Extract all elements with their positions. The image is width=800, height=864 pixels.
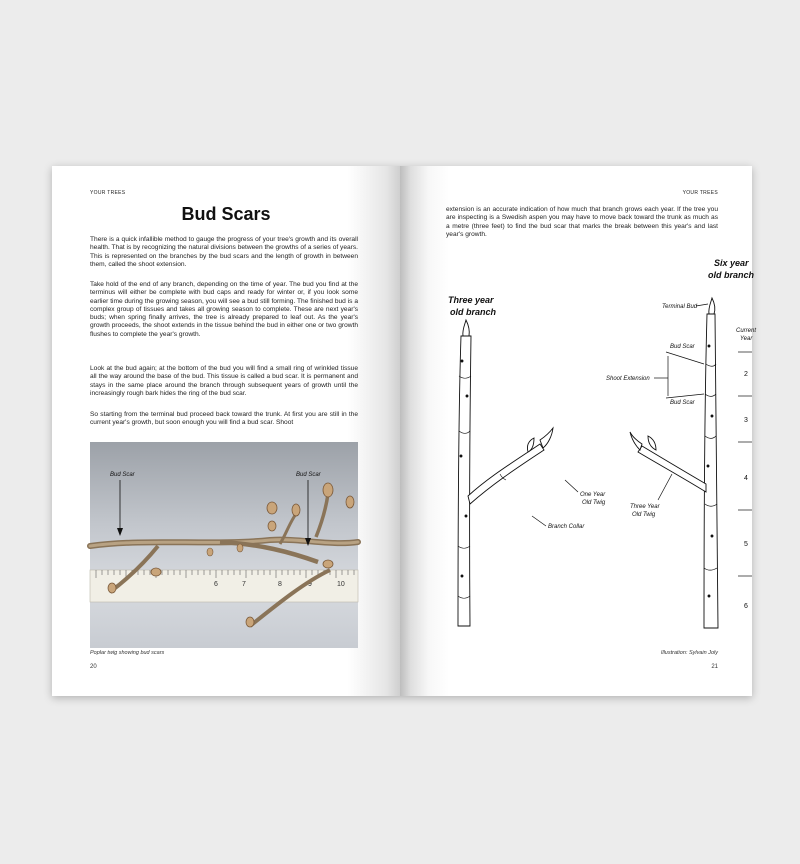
right-page [400, 166, 757, 696]
ruler-number: 9 [308, 581, 312, 588]
one-year-twig-label: Old Twig [582, 500, 606, 506]
page-number-right: 21 [711, 664, 718, 670]
paragraph-1: There is a quick infallible method to gauge the progress of your tree's growth and its overall health. That is by recognizing the natural divisions between the growths of a series of years. This is represented on the branches by the bud scars and the length of growth in between them, called the shoot extension. [90, 236, 358, 268]
branch-collar-label: Branch Collar [548, 524, 585, 530]
page-title: Bud Scars [181, 204, 271, 224]
arrow-head [117, 528, 123, 536]
bud-scar-label-left: Bud Scar [110, 472, 135, 478]
page-number-left: 20 [90, 664, 97, 670]
terminal-bud-label: Terminal Bud [662, 304, 698, 310]
poplar-twig [90, 483, 358, 627]
running-head-right: YOUR TREES [682, 190, 718, 196]
bud-scar-bottom-label: Bud Scar [670, 400, 695, 406]
open-book [52, 166, 757, 696]
running-head-left: YOUR TREES [90, 190, 126, 196]
year-number: 3 [744, 417, 748, 424]
shoot-extension-label: Shoot Extension [606, 376, 650, 382]
photo-caption: Poplar twig showing bud scars [90, 650, 165, 656]
ruler-number: 10 [337, 581, 345, 588]
six-year-branch-title: Six year [714, 258, 749, 268]
paragraph-2: Take hold of the end of any branch, depending on the time of year. The bud you find at the terminus will either be complete with bud caps and ready for winter or, if you look some earlier time during the growing season, you will see a bud still forming. The finished bud is a complex group of tissues and takes all growing season to complete. These are next year's buds; when spring finally arrives, the tree is already prepared to leaf out. As the year's growth proceeds, the shoot extends in the tissue behind the bud in either one or two growth flushes to complete the year's growth. [90, 281, 358, 338]
one-year-twig-label: One Year [580, 492, 606, 498]
illustration-credit: Illustration: Sylvain Joly [660, 650, 718, 656]
three-year-twig-label: Three Year [630, 504, 660, 510]
poplar-twig-photo [90, 442, 358, 648]
branch-illustration [400, 246, 757, 646]
three-year-branch-drawing [458, 320, 553, 626]
shoot-extension-bracket [654, 352, 704, 398]
arrow-line [565, 480, 578, 492]
paragraph-3: Look at the bud again; at the bottom of the bud you will find a small ring of wrinkled tissue all the way around the base of the bud. This tissue is called a bud scar. It is permanent and stays in the same place around the branch through subsequent years of growth until the increasingly rough bark hides the ring of the bud scar. [90, 365, 358, 397]
twig-photo-illustration [90, 442, 358, 648]
three-year-branch-title: old branch [450, 307, 497, 317]
year-number: 5 [744, 541, 748, 548]
year-number: 6 [744, 603, 748, 610]
paragraph-continued: extension is an accurate indication of how much that branch grows each year. If the tree you are inspecting is a Swedish aspen you may have to move back toward the trunk as much as a metre (three feet) to find the bud scar that marks the break between this year's and last year's growth. [446, 206, 718, 238]
arrow-line [696, 304, 708, 306]
three-year-twig-label: Old Twig [632, 512, 656, 518]
arrow-line [532, 516, 546, 526]
left-page [52, 166, 400, 696]
three-year-branch-title: Three year [448, 295, 494, 305]
ruler-number: 7 [242, 581, 246, 588]
bud-scar-top-label: Bud Scar [670, 344, 695, 350]
current-year-label: Year [740, 336, 753, 342]
year-number: 4 [744, 475, 748, 482]
ruler-number: 8 [278, 581, 282, 588]
year-number: 2 [744, 371, 748, 378]
paragraph-4: So starting from the terminal bud proceed back toward the trunk. At first you are still in the current year's growth, but soon enough you will find a bud scar. Shoot [90, 411, 358, 427]
six-year-branch-title: old branch [708, 270, 755, 280]
current-year-label: Current [736, 328, 757, 334]
ruler-number: 6 [214, 581, 218, 588]
arrow-line [658, 474, 672, 500]
bud-scar-label-right: Bud Scar [296, 472, 321, 478]
